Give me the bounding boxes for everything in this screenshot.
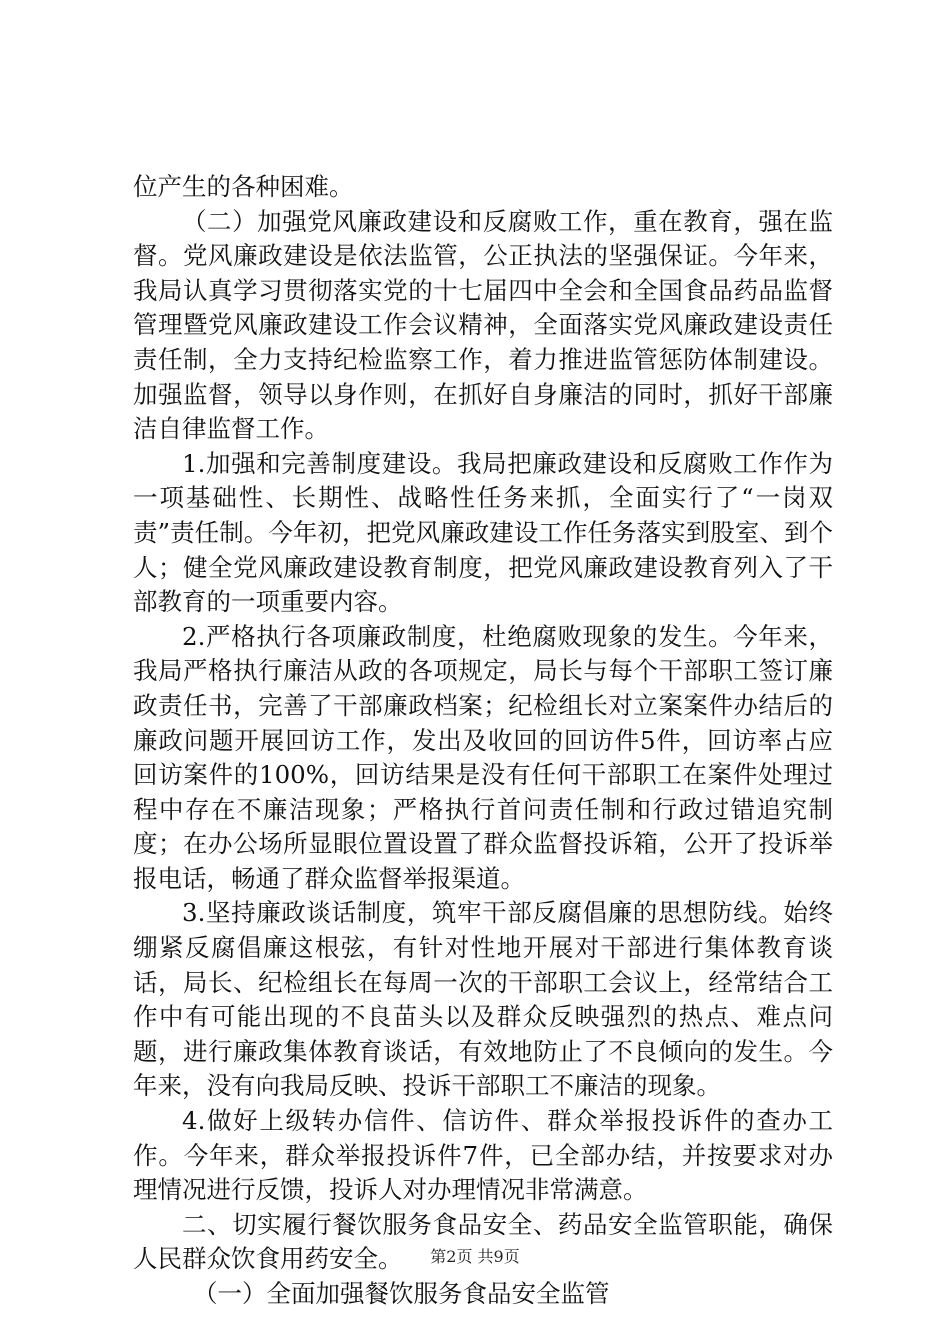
paragraph-item-2: 2.严格执行各项廉政制度，杜绝腐败现象的发生。今年来，我局严格执行廉洁从政的各项规定，局长与每个干部职工签订廉政责任书，完善了干部廉政档案；纪检组长对立案案件办结后的廉政问题开展回访工作，发出及收回的回访件5件，回访率占应回访案件的100%，回访结果是没有任何干部职工在案件处理过程中存在不廉洁现象；严格执行首问责任制和行政过错追究制度；在办公场所显眼位置设置了群众监督投诉箱，公开了投诉举报电话，畅通了群众监督举报渠道。 <box>133 621 833 893</box>
document-body <box>133 170 833 1312</box>
paragraph-heading-2: 二、切实履行餐饮服务食品安全、药品安全监管职能，确保人民群众饮食用药安全。 <box>133 1209 833 1274</box>
paragraph-subheading-1: （一）全面加强餐饮服务食品安全监管 <box>193 1279 610 1308</box>
paragraph-item-3: 3.坚持廉政谈话制度，筑牢干部反腐倡廉的思想防线。始终绷紧反腐倡廉这根弦，有针对性地开展对干部进行集体教育谈话，局长、纪检组长在每周一次的干部职工会议上，经常结合工作中有可能出现的不良苗头以及群众反映强烈的热点、难点问题，进行廉政集体教育谈话，有效地防止了不良倾向的发生。今年来，没有向我局反映、投诉干部职工不廉洁的现象。 <box>133 898 833 1101</box>
page-number-footer: 第2页 共9页 <box>430 1247 520 1266</box>
paragraph-section-2: （二）加强党风廉政建设和反腐败工作，重在教育，强在监督。党风廉政建设是依法监管，公正执法的坚强保证。今年来，我局认真学习贯彻落实党的十七届四中全会和全国食品药品监督管理暨党风廉政建设工作会议精神，全面落实党风廉政建设责任责任制，全力支持纪检监察工作，着力推进监管惩防体制建设。加强监督，领导以身作则，在抓好自身廉洁的同时，抓好干部廉洁自律监督工作。 <box>133 206 833 444</box>
paragraph-item-1: 1.加强和完善制度建设。我局把廉政建设和反腐败工作作为一项基础性、长期性、战略性任务来抓，全面实行了“一岗双责”责任制。今年初，把党风廉政建设工作任务落实到股室、到个人；健全党风廉政建设教育制度，把党风廉政建设教育列入了干部教育的一项重要内容。 <box>133 448 833 617</box>
paragraph-item-4: 4.做好上级转办信件、信访件、群众举报投诉件的查办工作。今年来，群众举报投诉件7件，已全部办结，并按要求对办理情况进行反馈，投诉人对办理情况非常满意。 <box>133 1106 833 1205</box>
paragraph-continuation: 位产生的各种困难。 <box>133 172 354 201</box>
